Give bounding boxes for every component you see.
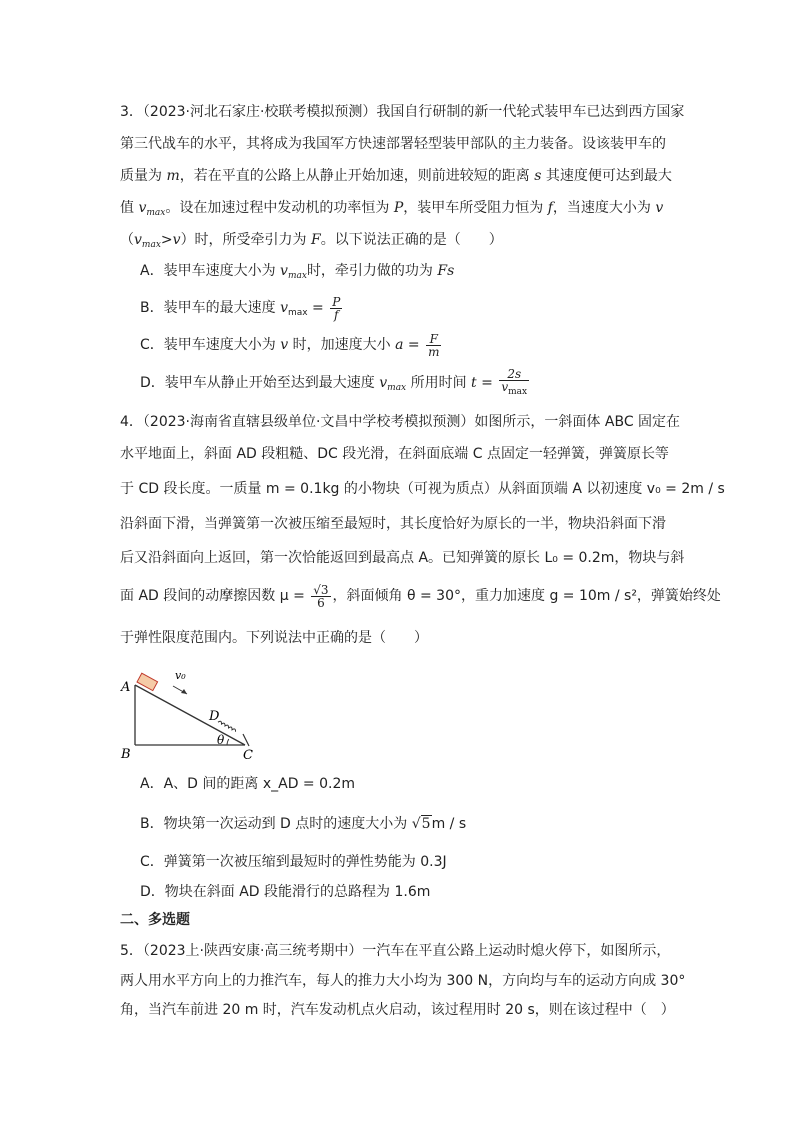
q3-line-5: $(v_{max}>v)$时，所受牵引力为 F。以下说法正确的是（ ） — [120, 232, 503, 250]
q3-line-1: 3．（2023·河北石家庄·校联考模拟预测）我国自行研制的新一代轮式装甲车已达到西方国家 — [120, 104, 685, 120]
label-v0: v₀ — [175, 669, 186, 682]
fraction-p-over-f: $\frac{P}{f}$ — [332, 294, 341, 322]
fraction-2s-over-vmax: $\frac{2s}{v_{max}}$ — [501, 367, 528, 397]
incline-slope — [135, 685, 245, 745]
q3-line-4: 值 $v_{max}$。设在加速过程中发动机的功率恒为 P，装甲车所受阻力恒为 f，当速度大小为 v — [120, 200, 664, 218]
q4-option-b: B．物块第一次运动到 D 点时的速度大小为 √5m / s — [140, 816, 467, 832]
q3-option-c: C．装甲车速度大小为 v 时，加速度大小 a = $\frac{F}{m}$ — [140, 331, 440, 359]
q5-line-1: 5．（2023上·陕西安康·高三统考期中）一汽车在平直公路上运动时熄火停下，如图所示， — [120, 943, 671, 959]
q4-line-1: 4．（2023·海南省直辖县级单位·文昌中学校考模拟预测）如图所示，一斜面体 ABC 固定在 — [120, 414, 681, 430]
q3-option-d: D．装甲车从静止开始至达到最大速度 $v_{max}$ 所用时间 t = $\frac{2s}{v_{max}}$ — [140, 367, 528, 397]
angle-arc — [227, 739, 229, 745]
q4-option-d: D．物块在斜面 AD 段能滑行的总路程为 1.6m — [140, 884, 431, 900]
q5-line-3: 角，当汽车前进 20 m 时，汽车发动机点火启动，该过程用时 20 s，则在该过程中（ ） — [120, 1002, 675, 1018]
spring-icon — [218, 720, 237, 731]
q4-line-2: 水平地面上，斜面 AD 段粗糙、DC 段光滑，在斜面底端 C 点固定一轻弹簧，弹簧原长等 — [120, 446, 669, 462]
label-b: B — [121, 747, 131, 760]
sqrt-5: √5 — [411, 816, 431, 832]
section-header: 二、多选题 — [120, 912, 190, 928]
q4-line-5: 后又沿斜面向上返回，第一次恰能返回到最高点 A。已知弹簧的原长 L₀ = 0.2m，物块与斜 — [120, 550, 685, 566]
label-d: D — [209, 709, 220, 724]
q3-line-3: 质量为 m，若在平直的公路上从静止开始加速，则前进较短的距离 s 其速度便可达到最大 — [120, 168, 672, 184]
q4-option-c: C．弹簧第一次被压缩到最短时的弹性势能为 0.3J — [140, 854, 447, 870]
fraction-f-over-m: $\frac{F}{m}$ — [428, 331, 440, 359]
q3-option-a: A．装甲车速度大小为 $v_{max}$时，牵引力做的功为 Fs — [140, 263, 455, 281]
q4-line-4: 沿斜面下滑，当弹簧第一次被压缩至最短时，其长度恰好为原长的一半，物块沿斜面下滑 — [120, 516, 666, 532]
incline-figure — [115, 660, 265, 760]
q3-line-2: 第三代战车的水平，其将成为我国军方快速部署轻型装甲部队的主力装备。设该装甲车的 — [120, 136, 666, 152]
q4-line-6: 面 AD 段间的动摩擦因数 μ = $\frac{√3}{6}$ ，斜面倾角 θ = 30°，重力加速度 g = 10m / s²，弹簧始终处 — [120, 582, 721, 610]
q5-line-2: 两人用水平方向上的力推汽车，每人的推力大小均为 300 N，方向均与车的运动方向成 30° — [120, 973, 686, 989]
q4-line-3: 于 CD 段长度。一质量 m = 0.1kg 的小物块（可视为质点）从斜面顶端 A 以初速度 v₀ = 2m / s — [120, 481, 725, 497]
q3-option-b: B．装甲车的最大速度 $v_{max}$ = $\frac{P}{f}$ — [140, 294, 341, 322]
label-c: C — [243, 748, 253, 760]
label-theta: θ — [217, 733, 225, 747]
q4-option-a: A．A、D 间的距离 x_AD = 0.2m — [140, 776, 356, 792]
fraction-sqrt3-over-6: $\frac{√3}{6}$ — [313, 582, 329, 610]
q4-line-7: 于弹性限度范围内。下列说法中正确的是（ ） — [120, 630, 428, 646]
label-a: A — [121, 680, 131, 695]
